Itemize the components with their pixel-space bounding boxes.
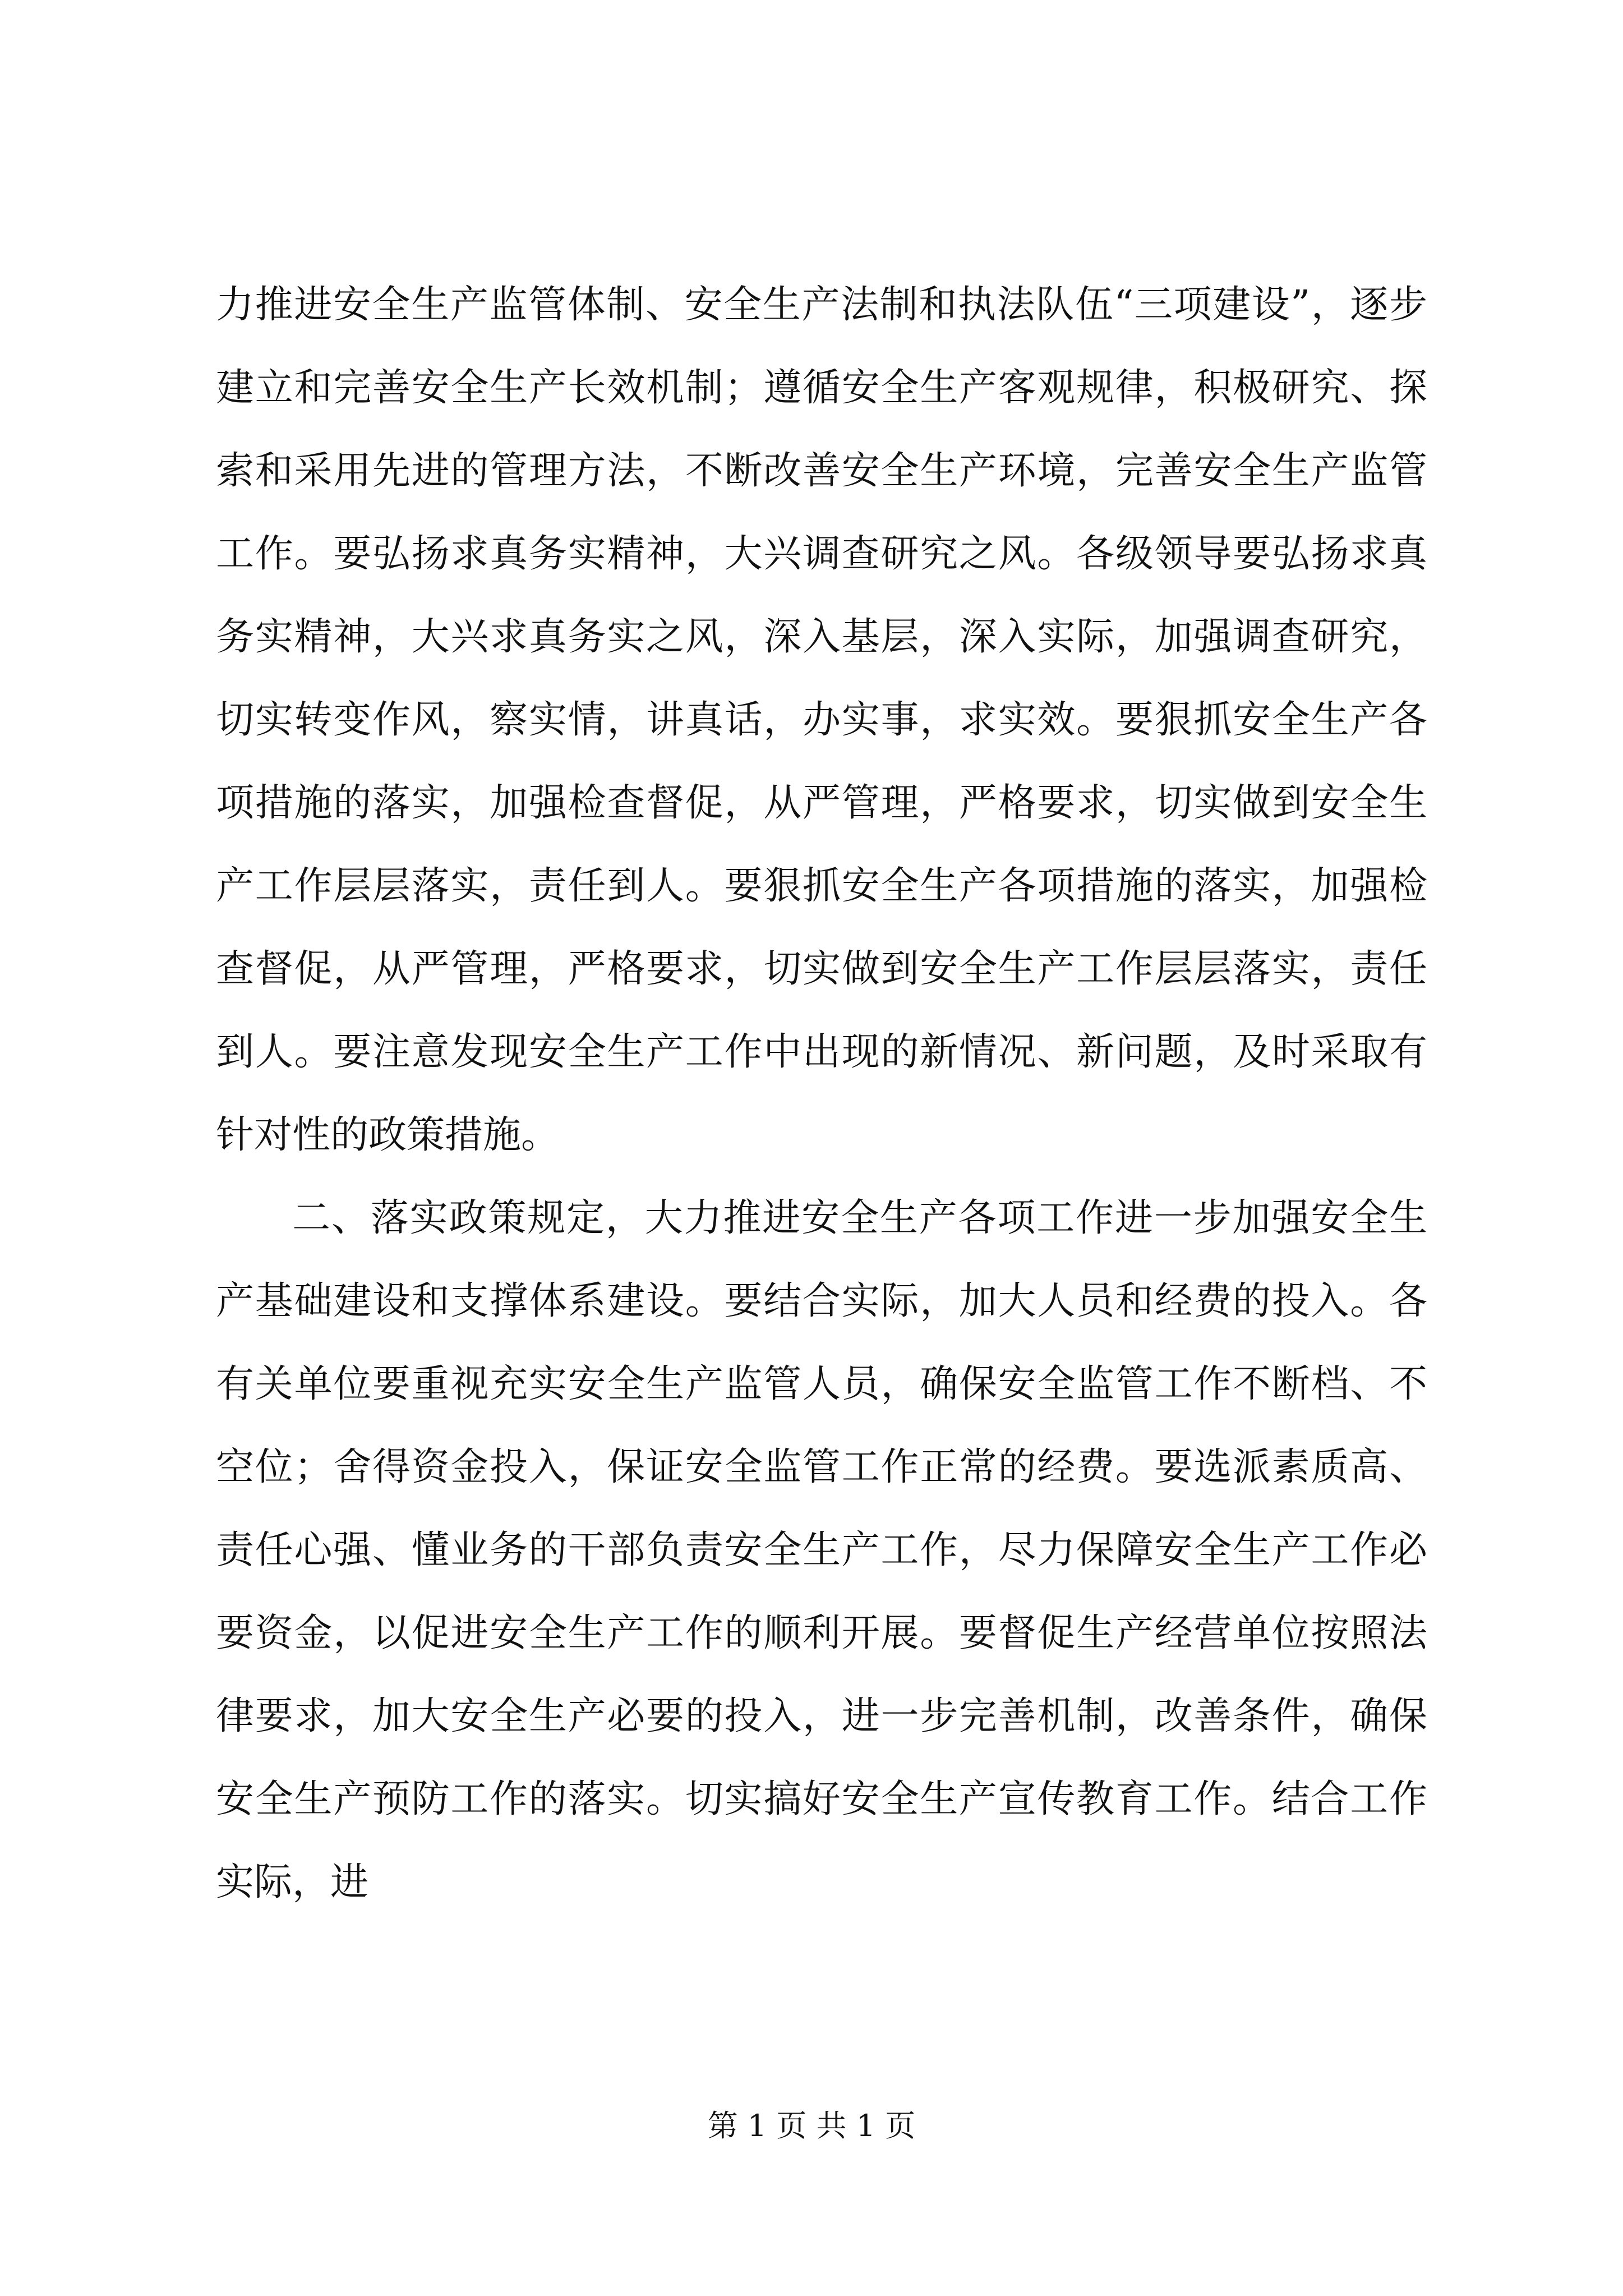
document-body <box>216 264 1427 1924</box>
page-footer: 第 1 页 共 1 页 <box>707 2108 916 2143</box>
paragraph-section-two: 二、落实政策规定，大力推进安全生产各项工作进一步加强安全生产基础建设和支撑体系建设。要结合实际，加大人员和经费的投入。各有关单位要重视充实安全生产监管人员，确保安全监管工作不断档、不空位；舍得资金投入，保证安全监管工作正常的经费。要选派素质高、责任心强、懂业务的干部负责安全生产工作，尽力保障安全生产工作必要资金，以促进安全生产工作的顺利开展。要督促生产经营单位按照法律要求，加大安全生产必要的投入，进一步完善机制，改善条件，确保安全生产预防工作的落实。切实搞好安全生产宣传教育工作。结合工作实际，进 <box>216 1196 1427 1904</box>
paragraph-continuation: 力推进安全生产监管体制、安全生产法制和执法队伍“三项建设”，逐步建立和完善安全生产长效机制；遵循安全生产客观规律，积极研究、探索和采用先进的管理方法，不断改善安全生产环境，完善安全生产监管工作。要弘扬求真务实精神，大兴调查研究之风。各级领导要弘扬求真务实精神，大兴求真务实之风，深入基层，深入实际，加强调查研究，切实转变作风，察实情，讲真话，办实事，求实效。要狠抓安全生产各项措施的落实，加强检查督促，从严管理，严格要求，切实做到安全生产工作层层落实，责任到人。要狠抓安全生产各项措施的落实，加强检查督促，从严管理，严格要求，切实做到安全生产工作层层落实，责任到人。要注意发现安全生产工作中出现的新情况、新问题，及时采取有针对性的政策措施。 <box>216 283 1427 1157</box>
